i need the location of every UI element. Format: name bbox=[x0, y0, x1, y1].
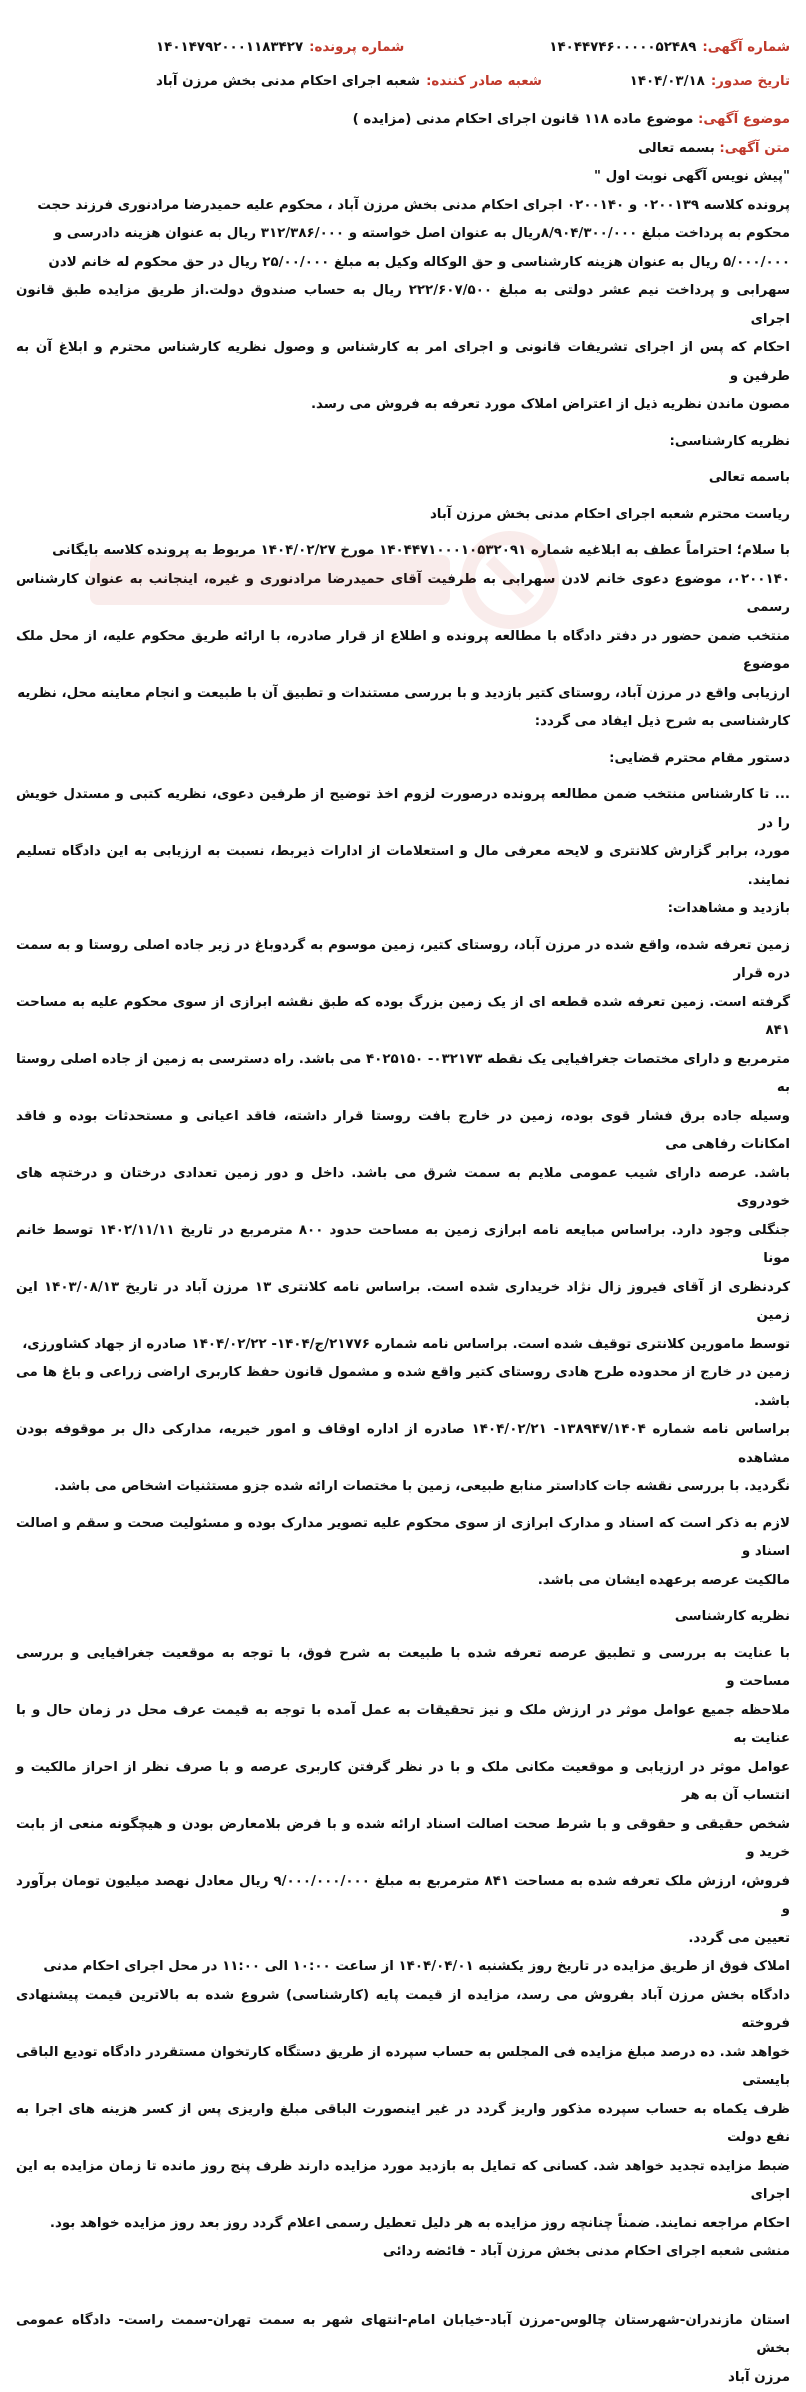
text-line: مترمربع و دارای مختصات جغرافیایی یک نقطه ۰۳۲۱۷۳- ۴۰۲۵۱۵۰ می باشد. راه دسترسی به زمین از جاده اصلی روستا به bbox=[16, 1046, 790, 1103]
issuer bbox=[156, 74, 542, 89]
body-header-line bbox=[16, 135, 790, 164]
ad-number bbox=[549, 40, 790, 55]
text-line: براساس نامه شماره ۱۳۸۹۴۷/۱۴۰۴- ۱۴۰۴/۰۲/۲۱ صادره از اداره اوقاف و امور خیریه، مدارکی دال بر موقوفه بودن مشاهده bbox=[16, 1416, 790, 1473]
expert-heading: نظریه کارشناسی bbox=[16, 1603, 790, 1632]
draft-title: "پیش نویس آگهی نوبت اول " bbox=[16, 163, 790, 192]
address-paragraph bbox=[16, 2307, 790, 2392]
ad-number-label: شماره آگهی: bbox=[702, 40, 790, 55]
text-line: ۰۲۰۰۱۴۰، موضوع دعوی خانم لادن سهرابی به طرفیت آقای حمیدرضا مرادنوری و غیره، اینجانب به عنوان کارشناس رسمی bbox=[16, 566, 790, 623]
body-header-label: متن آگهی: bbox=[719, 141, 790, 156]
subject-line bbox=[16, 106, 790, 135]
issuer-label: شعبه صادر کننده: bbox=[426, 74, 542, 89]
text-line: با عنایت به بررسی و تطبیق عرصه تعرفه شده با طبیعت به شرح فوق، با توجه به موقعیت جغرافیایی و بررسی مساحت و bbox=[16, 1640, 790, 1697]
text-line: توسط مامورین کلانتری توقیف شده است. براساس نامه شماره ۲۱۷۷۶/ج/۱۴۰۴- ۱۴۰۴/۰۲/۲۲ صادره از جهاد کشاورزی، bbox=[16, 1331, 790, 1360]
text-line: عوامل موثر در ارزیابی و موقعیت مکانی ملک و با در نظر گرفتن کاربری عرصه و با صرف نظر از احراز مالکیت و انتساب آن به هر bbox=[16, 1754, 790, 1811]
judicial-order-heading: دستور مقام محترم قضایی: bbox=[16, 745, 790, 774]
header-row-2 bbox=[16, 64, 790, 98]
text-line: مصون ماندن نظریه ذیل از اعتراض املاک مورد تعرفه به فروش می رسد. bbox=[16, 391, 790, 420]
text-line: شخص حقیقی و حقوقی و با شرط صحت اصالت اسناد ارائه شده و با فرض بلامعارض بودن و هیچگونه منعی از بابت خرید و bbox=[16, 1811, 790, 1868]
text-line: باشد. عرصه دارای شیب عمومی ملایم به سمت شرق می باشد. داخل و دور زمین تعدادی درختان و درختچه های خودروی bbox=[16, 1160, 790, 1217]
expert-paragraph bbox=[16, 1640, 790, 1954]
case-number-value: ۱۴۰۱۴۷۹۲۰۰۰۱۱۸۳۴۲۷ bbox=[156, 40, 303, 55]
issuer-value: شعبه اجرای احکام مدنی بخش مرزن آباد bbox=[156, 74, 420, 89]
text-line: احکام که پس از اجرای تشریفات قانونی و اجرای امر به کارشناس و وصول نظریه کارشناس محترم و ابلاغ آن به طرفین و bbox=[16, 334, 790, 391]
disclaimer-paragraph bbox=[16, 1510, 790, 1596]
issue-date bbox=[630, 74, 790, 89]
expert-opinion-heading: نظریه کارشناسی: bbox=[16, 428, 790, 457]
text-line: مالکیت عرصه برعهده ایشان می باشد. bbox=[16, 1567, 790, 1596]
text-line: ملاحظه جمیع عوامل موثر در ارزش ملک و نیز تحقیقات به عمل آمده با توجه به قیمت عرف محل در زمان حال و با عنایت به bbox=[16, 1697, 790, 1754]
text-line: جنگلی وجود دارد. براساس مبایعه نامه ابرازی زمین به مساحت حدود ۸۰۰ مترمربع در تاریخ ۱۴۰۲/۱۱/۱۱ توسط خانم مونا bbox=[16, 1217, 790, 1274]
judicial-order-paragraph bbox=[16, 781, 790, 895]
header-row-1 bbox=[16, 30, 790, 64]
body-header-value: بسمه تعالی bbox=[638, 141, 715, 156]
text-line: پرونده کلاسه ۰۲۰۰۱۳۹ و ۰۲۰۰۱۴۰ اجرای احکام مدنی بخش مرزن آباد ، محکوم علیه حمیدرضا مرادنوری فرزند حجت bbox=[16, 192, 790, 221]
text-line: خواهد شد. ده درصد مبلغ مزایده فی المجلس به حساب سپرده از طریق دستگاه کارتخوان مستقردر دادگاه تودیع الباقی بایستی bbox=[16, 2039, 790, 2096]
text-line: ... تا کارشناس منتخب ضمن مطالعه پرونده درصورت لزوم اخذ توضیح از طرفین دعوی، نظریه کتبی و مستدل خویش را در bbox=[16, 781, 790, 838]
text-line: فروش، ارزش ملک تعرفه شده به مساحت ۸۴۱ مترمربع به مبلغ ۹/۰۰۰/۰۰۰/۰۰۰ ریال معادل نهصد میلیون تومان برآورد و bbox=[16, 1868, 790, 1925]
text-line: ارزیابی واقع در مرزن آباد، روستای کتیر بازدید و با بررسی مستندات و تطبیق آن با طبیعت و انجام معاینه محل، نظریه bbox=[16, 680, 790, 709]
text-line: استان مازندران-شهرستان چالوس-مرزن آباد-خیابان امام-انتهای شهر به سمت تهران-سمت راست- دادگاه عمومی بخش bbox=[16, 2307, 790, 2364]
text-line: محکوم به پرداخت مبلغ ۸/۹۰۴/۳۰۰/۰۰۰ریال به عنوان اصل خواسته و ۳۱۲/۳۸۶/۰۰۰ ریال به عنوان هزینه دادرسی و bbox=[16, 220, 790, 249]
case-number bbox=[156, 40, 404, 55]
text-line: سهرابی و پرداخت نیم عشر دولتی به مبلغ ۲۲۲/۶۰۷/۵۰۰ ریال به حساب صندوق دولت.از طریق مزایده طبق قانون اجرای bbox=[16, 277, 790, 334]
text-line: مورد، برابر گزارش کلانتری و لایحه معرفی مال و استعلامات از ادارات ذیربط، نسبت به ارزیابی به این دادگاه تسلیم نمایند. bbox=[16, 838, 790, 895]
case-number-label: شماره پرونده: bbox=[309, 40, 404, 55]
text-line: منتخب ضمن حضور در دفتر دادگاه با مطالعه پرونده و اطلاع از قرار صادره، با ارائه طریق محکوم علیه، از محل ملک موضوع bbox=[16, 623, 790, 680]
text-line: ضبط مزایده تجدید خواهد شد. کسانی که تمایل به بازدید مورد مزایده دارند ظرف پنج روز مانده تا زمان مزایده به این اجرای bbox=[16, 2153, 790, 2210]
signature: منشی شعبه اجرای احکام مدنی بخش مرزن آباد - فائضه ردائی bbox=[16, 2238, 790, 2267]
text-line: نگردید. با بررسی نقشه جات کاداستر منابع طبیعی، زمین با مختصات ارائه شده جزو مستثنیات اشخاص می باشد. bbox=[16, 1473, 790, 1502]
ad-number-value: ۱۴۰۴۴۷۴۶۰۰۰۰۰۵۲۴۸۹ bbox=[549, 40, 696, 55]
text-line: لازم به ذکر است که اسناد و مدارک ابرازی از سوی محکوم علیه تصویر مدارک بوده و مسئولیت صحت و سقم و اصالت اسناد و bbox=[16, 1510, 790, 1567]
text-line: ۵/۰۰۰/۰۰۰ ریال به عنوان هزینه کارشناسی و حق الوکاله وکیل به مبلغ ۲۵/۰۰/۰۰۰ ریال در حق محکوم له خانم لادن bbox=[16, 249, 790, 278]
text-line: مرزن آباد bbox=[16, 2364, 790, 2392]
addressee: ریاست محترم شعبه اجرای احکام مدنی بخش مرزن آباد bbox=[16, 501, 790, 530]
text-line: با سلام؛ احتراماً عطف به ابلاغیه شماره ۱۴۰۴۴۷۱۰۰۰۱۰۵۳۲۰۹۱ مورخ ۱۴۰۴/۰۲/۲۷ مربوط به پرونده کلاسه بایگانی bbox=[16, 537, 790, 566]
text-line: کارشناسی به شرح ذیل ایفاد می گردد: bbox=[16, 708, 790, 737]
text-line: تعیین می گردد. bbox=[16, 1925, 790, 1954]
subject-value: موضوع ماده ۱۱۸ قانون اجرای احکام مدنی (مزایده ) bbox=[353, 112, 694, 127]
text-line: کردنظری از آقای فیروز زال نژاد خریداری شده است. براساس نامه کلانتری ۱۳ مرزن آباد در تاریخ ۱۴۰۳/۰۸/۱۳ این زمین bbox=[16, 1274, 790, 1331]
issue-date-value: ۱۴۰۴/۰۳/۱۸ bbox=[630, 74, 705, 89]
text-line: زمین در خارج از محدوده طرح هادی روستای کتیر واقع شده و مشمول قانون حفظ کاربری اراضی زراعی و باغ ها می باشد. bbox=[16, 1359, 790, 1416]
text-line: وسیله جاده برق فشار قوی بوده، زمین در خارج بافت روستا قرار داشته، فاقد اعیانی و مستحدثات بوده و فاقد امکانات رفاهی می bbox=[16, 1103, 790, 1160]
subject-label: موضوع آگهی: bbox=[698, 112, 790, 127]
greeting-paragraph bbox=[16, 537, 790, 737]
text-line: احکام مراجعه نمایند. ضمناً چنانچه روز مزایده به هر دلیل تعطیل رسمی اعلام گردد روز بعد روز مزایده خواهد بود. bbox=[16, 2210, 790, 2239]
text-line: گرفته است. زمین تعرفه شده قطعه ای از یک زمین بزرگ بوده که طبق نقشه ابرازی از سوی محکوم علیه به مساحت ۸۴۱ bbox=[16, 989, 790, 1046]
text-line: ظرف یکماه به حساب سپرده مذکور واریز گردد در غیر اینصورت الباقی مبلغ واریزی پس از کسر هزینه های اجرا به نفع دولت bbox=[16, 2096, 790, 2153]
intro-paragraph bbox=[16, 192, 790, 420]
visit-heading: بازدید و مشاهدات: bbox=[16, 895, 790, 924]
bismillah-2: باسمه تعالی bbox=[16, 464, 790, 493]
auction-paragraph bbox=[16, 1953, 790, 2238]
text-line: املاک فوق از طریق مزایده در تاریخ روز یکشنبه ۱۴۰۴/۰۴/۰۱ از ساعت ۱۰:۰۰ الی ۱۱:۰۰ در محل اجرای احکام مدنی bbox=[16, 1953, 790, 1982]
text-line: دادگاه بخش مرزن آباد بفروش می رسد، مزایده از قیمت پایه (کارشناسی) شروع شده به بالاترین قیمت پیشنهادی فروخته bbox=[16, 1982, 790, 2039]
visit-paragraph bbox=[16, 932, 790, 1502]
text-line: زمین تعرفه شده، واقع شده در مرزن آباد، روستای کتیر، زمین موسوم به گردوباغ در زیر جاده اصلی روستا و به سمت دره قرار bbox=[16, 932, 790, 989]
issue-date-label: تاریخ صدور: bbox=[711, 74, 790, 89]
